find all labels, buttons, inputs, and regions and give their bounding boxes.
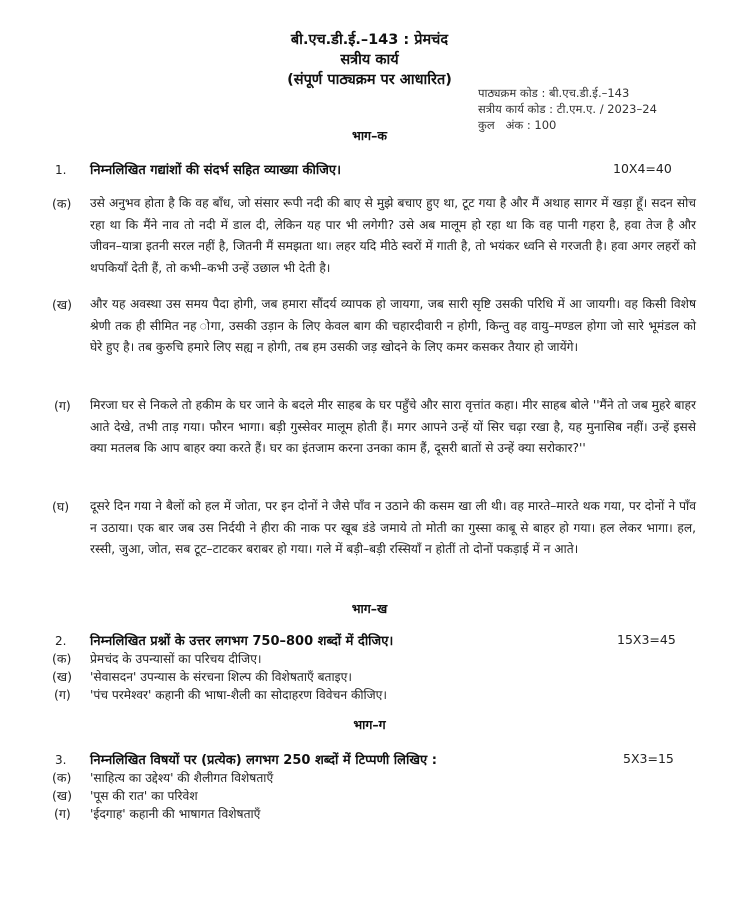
question-2-marks: 15X3=45 <box>617 632 676 647</box>
assignment-title: सत्रीय कार्य <box>340 52 399 68</box>
q2-item-ga-label: (ग) <box>54 687 71 702</box>
passage-kha-text: और यह अवस्था उस समय पैदा होगी, जब हमारा सौंदर्य व्यापक हो जायगा, जब सारी सृष्टि उसकी परिधि में आ जायगी। वह किसी विशेष श्रेणी तक ही सीमित नह ोगा, उसकी उड़ान के लिए केवल बाग की चहारदीवारी न होगी, किन्तु वह वायु–मण्डल होगा जो सारे भूमंडल को घेरे हुए है। तब कुरुचि हमारे लिए सह्य न होगी, तब हम उसकी जड़ खोदने के लिए कमर कसकर तैयार हो जायेंगे। <box>90 297 696 354</box>
passage-ka-label: (क) <box>52 196 72 211</box>
course-title: बी.एच.डी.ई.–143 : प्रेमचंद <box>290 32 449 48</box>
part-a-heading: भाग–क <box>352 128 387 143</box>
document-title-block <box>0 30 739 90</box>
part-b-heading: भाग–ख <box>351 601 388 616</box>
question-3-number: 3. <box>55 753 67 767</box>
question-2-text: निम्नलिखित प्रश्नों के उत्तर लगभग 750–800 शब्दों में दीजिए। <box>90 634 394 649</box>
question-2-number: 2. <box>55 634 67 648</box>
assignment-subtitle: (संपूर्ण पाठ्यक्रम पर आधारित) <box>287 72 452 88</box>
question-3-marks: 5X3=15 <box>623 751 674 766</box>
question-1-text: निम्नलिखित गद्यांशों की संदर्भ सहित व्याख्या कीजिए। <box>90 163 342 178</box>
passage-ka-text: उसे अनुभव होता है कि वह बाँध, जो संसार रूपी नदी की बाए से मुझे बचाए हुए था, टूट गया है और मैं अथाह सागर में खड़ा हूँ। सदन सोच रहा था कि मैंने नाव तो नदी में डाल दी, लेकिन यह पार भी लगेगी? उसे अब मालूम हो रहा था कि वह पानी गहरा है, हवा तेज है और जीवन–यात्रा इतनी सरल नहीं है, जितनी मैं समझता था। लहर यदि मीठे स्वरों में गाती है, तो भयंकर ध्वनि से गरजती है। हवा अगर लहरों को थपकियाँ देती हैं, तो कभी–कभी उन्हें उछाल भी देती है। <box>90 196 696 275</box>
passage-ga-text: मिरजा घर से निकले तो हकीम के घर जाने के बदले मीर साहब के घर पहुँचे और सारा वृत्तांत कहा। मीर साहब बोले ''मैंने तो जब मुहरे बाहर आते देखे, तभी ताड़ गया। फौरन भागा। बड़ी गुस्सेवर मालूम होती हैं। मगर आपने उन्हें यों सिर चढ़ा रखा है, यह मुनासिब नहीं। उन्हें इससे क्या मतलब कि आप बाहर क्या करते हैं। घर का इंतजाम करना उनका काम हैं, दूसरी बातों से उन्हें क्या सरोकार?'' <box>90 398 696 455</box>
q2-item-ga-text: 'पंच परमेश्वर' कहानी की भाषा-शैली का सोदाहरण विवेचन कीजिए। <box>90 688 388 702</box>
passage-gha-label: (घ) <box>52 499 70 514</box>
passage-gha-text: दूसरे दिन गया ने बैलों को हल में जोता, पर इन दोनों ने जैसे पाँव न उठाने की कसम खा ली थी। वह मारते–मारते थक गया, पर दोनों ने पाँव न उठाया। एक बार जब उस निर्दयी ने हीरा की नाक पर खूब डंडे जमाये तो मोती का गुस्सा काबू से बाहर हो गया। हल लेकर भागा। हल, रस्सी, जुआ, जोत, सब टूट–टाटकर बराबर हो गया। गले में बड़ी–बड़ी रस्सियाँ न होतीं तो दोनों पकड़ाई में न आते। <box>90 499 696 556</box>
part-c-heading: भाग–ग <box>353 717 386 732</box>
passage-ga-label: (ग) <box>54 398 71 413</box>
q2-item-kha-text: 'सेवासदन' उपन्यास के संरचना शिल्प की विशेषताएँ बताइए। <box>90 670 352 684</box>
question-3-text: निम्नलिखित विषयों पर (प्रत्येक) लगभग 250 शब्दों में टिप्पणी लिखिए : <box>90 753 437 768</box>
question-1-number: 1. <box>55 163 67 177</box>
q2-item-kha-label: (ख) <box>52 669 72 684</box>
q3-item-ga-text: 'ईदगाह' कहानी की भाषागत विशेषताएँ <box>90 807 261 821</box>
question-1-marks: 10X4=40 <box>613 161 672 176</box>
course-code: पाठ्यक्रम कोड : बी.एच.डी.ई.–143 <box>478 86 630 100</box>
q3-item-ka-text: 'साहित्य का उद्देश्य' की शैलीगत विशेषताएँ <box>90 771 274 785</box>
q3-item-kha-text: 'पूस की रात' का परिवेश <box>90 789 198 803</box>
q2-item-ka-text: प्रेमचंद के उपन्यासों का परिचय दीजिए। <box>90 652 262 666</box>
total-marks: कुल अंक : 100 <box>478 118 557 132</box>
course-meta <box>478 85 657 133</box>
q2-item-ka-label: (क) <box>52 651 72 666</box>
assignment-code: सत्रीय कार्य कोड : टी.एम.ए. / 2023–24 <box>478 102 657 116</box>
q3-item-kha-label: (ख) <box>52 788 72 803</box>
q3-item-ga-label: (ग) <box>54 806 71 821</box>
passage-kha-label: (ख) <box>52 297 72 312</box>
q3-item-ka-label: (क) <box>52 770 72 785</box>
